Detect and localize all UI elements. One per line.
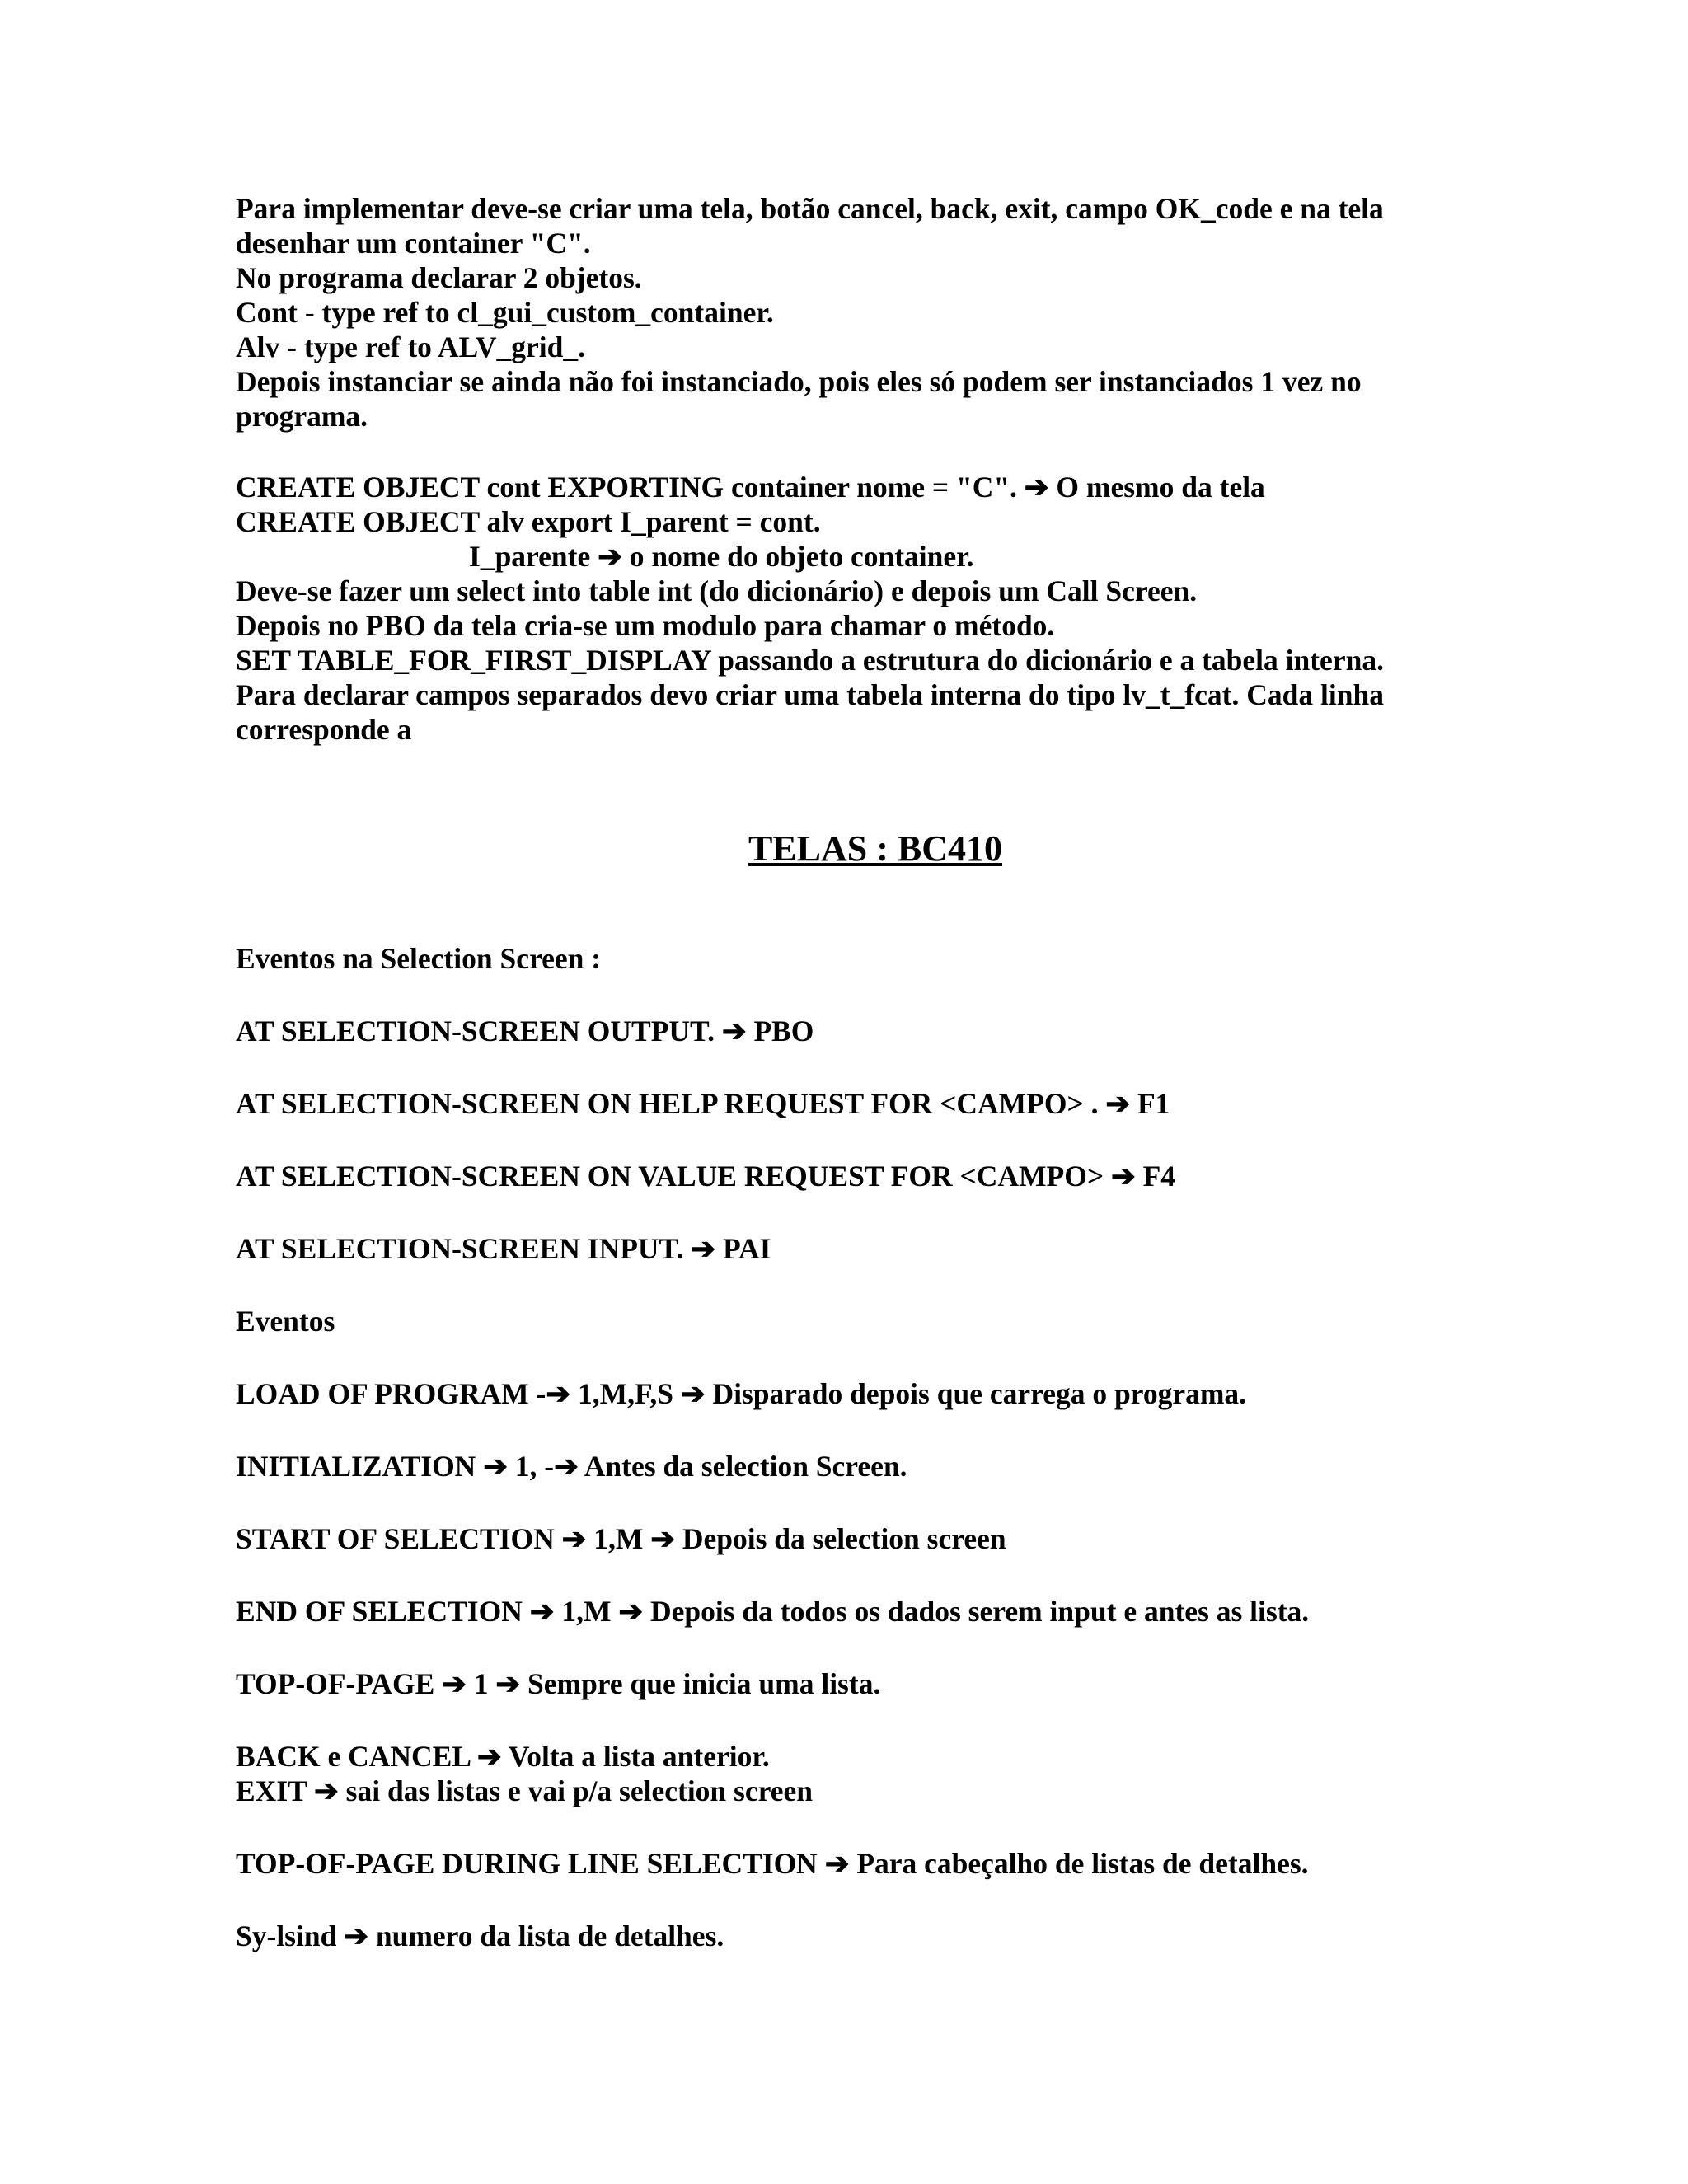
code-paragraph bbox=[236, 470, 1472, 747]
events-section bbox=[236, 941, 1472, 1953]
event-line: AT SELECTION-SCREEN ON VALUE REQUEST FOR <CAMPO> ➔ F4 bbox=[236, 1160, 1176, 1193]
event-line: BACK e CANCEL ➔ Volta a lista anterior. bbox=[236, 1740, 770, 1773]
intro-paragraph bbox=[236, 191, 1472, 434]
code-line: CREATE OBJECT cont EXPORTING container nome = "C". ➔ O mesmo da tela bbox=[236, 471, 1265, 504]
event-line: TOP-OF-PAGE ➔ 1 ➔ Sempre que inicia uma lista. bbox=[236, 1667, 881, 1700]
code-line: I_parente ➔ o nome do objeto container. bbox=[469, 540, 974, 573]
intro-line: desenhar um container "C". bbox=[236, 227, 591, 260]
event-line: AT SELECTION-SCREEN ON HELP REQUEST FOR <CAMPO> . ➔ F1 bbox=[236, 1087, 1170, 1120]
events-heading: Eventos bbox=[236, 1305, 335, 1338]
selection-events-heading: Eventos na Selection Screen : bbox=[236, 942, 602, 975]
section-title: TELAS : BC410 bbox=[748, 828, 1003, 869]
event-line: END OF SELECTION ➔ 1,M ➔ Depois da todos os dados serem input e antes as lista. bbox=[236, 1595, 1310, 1628]
code-line: SET TABLE_FOR_FIRST_DISPLAY passando a estrutura do dicionário e a tabela interna. bbox=[236, 644, 1384, 677]
code-line: Depois no PBO da tela cria-se um modulo para chamar o método. bbox=[236, 609, 1055, 642]
code-line: Deve-se fazer um select into table int (do dicionário) e depois um Call Screen. bbox=[236, 574, 1198, 607]
intro-line: No programa declarar 2 objetos. bbox=[236, 261, 642, 294]
intro-line: Para implementar deve-se criar uma tela, botão cancel, back, exit, campo OK_code e na tela bbox=[236, 192, 1384, 225]
intro-line: Depois instanciar se ainda não foi instanciado, pois eles só podem ser instanciados 1 vez no bbox=[236, 365, 1362, 398]
event-line: TOP-OF-PAGE DURING LINE SELECTION ➔ Para cabeçalho de listas de detalhes. bbox=[236, 1847, 1309, 1880]
event-line: AT SELECTION-SCREEN INPUT. ➔ PAI bbox=[236, 1232, 771, 1265]
code-line: corresponde a bbox=[236, 713, 412, 746]
event-line: LOAD OF PROGRAM -➔ 1,M,F,S ➔ Disparado depois que carrega o programa. bbox=[236, 1377, 1247, 1410]
code-line: Para declarar campos separados devo criar uma tabela interna do tipo lv_t_fcat. Cada linha bbox=[236, 678, 1384, 711]
event-line: AT SELECTION-SCREEN OUTPUT. ➔ PBO bbox=[236, 1015, 814, 1047]
document-page bbox=[236, 191, 1472, 1952]
event-line: Sy-lsind ➔ numero da lista de detalhes. bbox=[236, 1919, 724, 1952]
section-title-wrap bbox=[236, 827, 1472, 869]
event-line: START OF SELECTION ➔ 1,M ➔ Depois da selection screen bbox=[236, 1522, 1006, 1555]
event-line: INITIALIZATION ➔ 1, -➔ Antes da selection Screen. bbox=[236, 1450, 907, 1483]
intro-line: Alv - type ref to ALV_grid_. bbox=[236, 330, 586, 363]
intro-line: programa. bbox=[236, 400, 368, 433]
code-line: CREATE OBJECT alv export I_parent = cont. bbox=[236, 505, 821, 538]
event-line: EXIT ➔ sai das listas e vai p/a selection screen bbox=[236, 1774, 813, 1807]
intro-line: Cont - type ref to cl_gui_custom_container. bbox=[236, 296, 774, 329]
